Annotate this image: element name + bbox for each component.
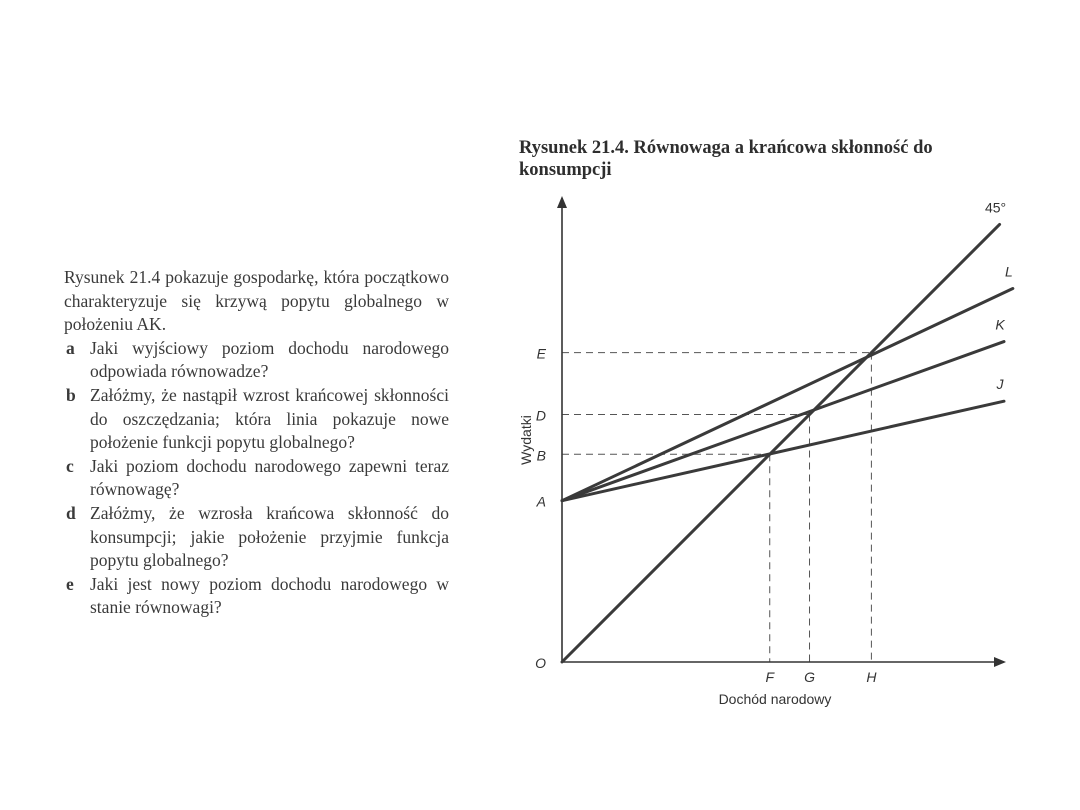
intro-paragraph: Rysunek 21.4 pokazuje gospodarkę, która początkowo charakteryzuje się krzywą popytu globalnego w położeniu AK. <box>64 267 449 335</box>
series-label: J <box>996 376 1004 393</box>
x-tick-label: H <box>866 669 877 685</box>
series-label: 45° <box>984 199 1007 216</box>
series-label: K <box>995 316 1005 333</box>
y-tick-label: E <box>536 345 546 362</box>
origin-label: O <box>535 655 546 671</box>
series-label: L <box>1004 263 1013 280</box>
y-tick-label: D <box>535 407 546 424</box>
x-tick-label: G <box>804 669 815 685</box>
question-text: Jaki poziom dochodu narodowego zapewni teraz równowagę? <box>90 455 449 500</box>
question-letter: c <box>66 455 74 476</box>
y-axis-title: Wydatki <box>518 415 534 465</box>
question-letter: d <box>66 502 76 523</box>
question-text: Jaki jest nowy poziom dochodu narodowego w stanie równowagi? <box>90 573 449 618</box>
y-tick-label: B <box>536 447 546 464</box>
question-letter: e <box>66 573 74 594</box>
x-tick-label: F <box>765 669 775 685</box>
figure-title: Rysunek 21.4. Równowaga a krańcowa skłonność do konsumpcji <box>519 138 933 180</box>
question-text: Załóżmy, że wzrosła krańcowa skłonność do konsumpcji; jakie położenie przyjmie funkcja popytu globalnego? <box>90 502 449 571</box>
y-tick-label: A <box>536 493 546 510</box>
question-letter: b <box>66 384 76 405</box>
series-line-K <box>562 342 1004 501</box>
x-axis-title: Dochód narodowy <box>718 691 832 707</box>
question-letter: a <box>66 337 75 358</box>
series-line-L <box>562 289 1013 501</box>
series-line-J <box>562 401 1004 500</box>
question-text: Załóżmy, że nastąpił wzrost krańcowej skłonności do oszczędzania; która linia pokazuje nowe położenie funkcji popytu globalnego? <box>90 384 449 453</box>
question-text: Jaki wyjściowy poziom dochodu narodowego odpowiada równowadze? <box>90 337 449 382</box>
series-line-45 <box>562 224 1000 662</box>
